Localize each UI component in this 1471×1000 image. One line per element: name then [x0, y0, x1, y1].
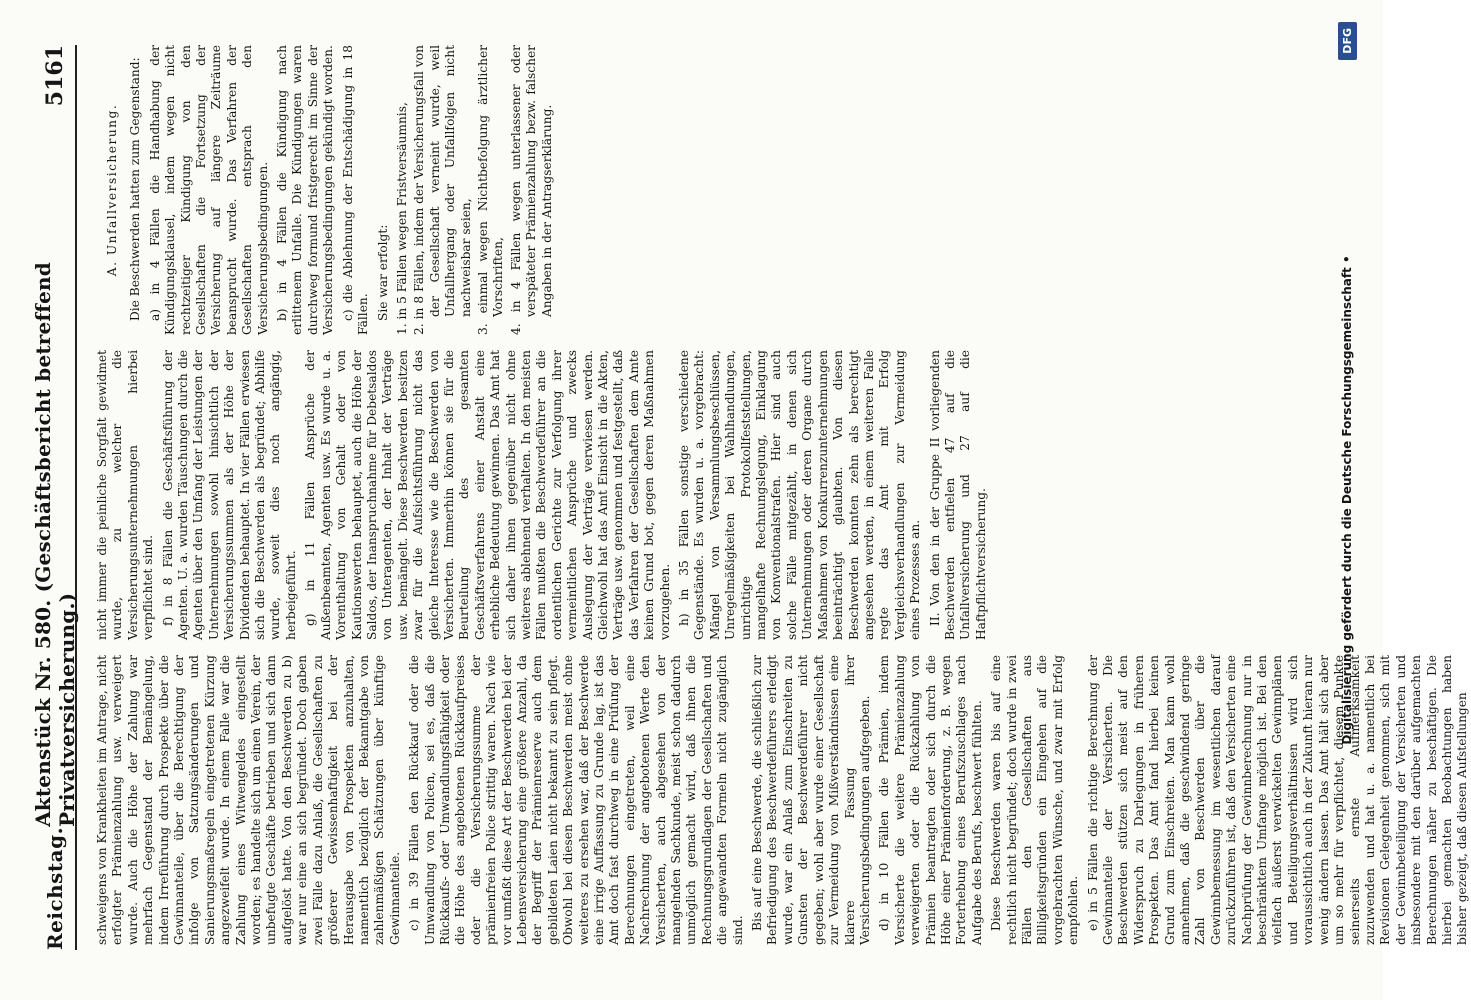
dfg-logo: DFG — [1338, 22, 1357, 60]
paragraph: e) in 5 Fällen die richtige Berechnung der Gewinnanteile der Versicherten. Die Beschwerden stützen sich meist auf den Widerspruch zu Darlegungen in früheren Prospekten. Das Amt fand hierbei keinen Grund zum Einschreiten. Man kann wohl annehmen, daß die geschwindend geringe Zahl von Beschwerden über die Gewinnbemessung im wesentlichen darauf zurückzuführen ist, daß den Versicherten eine Nachprüfung der Gewinnberechnung nur in beschränktem Umfange möglich ist. Bei den vielfach äußerst verwickelten Gewinnplänen und Beteiligungsverhältnissen wird sich voraussichtlich auch in der Zukunft hieran nur wenig ändern lassen. Das Amt hält sich aber um so mehr für verpflichtet, diesem Punkte seinerseits ernste Aufmerksamkeit zuzuwenden und hat u. a. namentlich bei Revisionen Gelegenheit genommen, sich mit der Gewinnbeteiligung der Versicherten und insbesondere mit den darüber aufgemachten Berechnungen näher zu beschäftigen. Die hierbei gemachten Beobachtungen haben bisher gezeigt, daß diesen Aufstellungen — [1085, 655, 1470, 945]
paragraph: h) in 35 Fällen sonstige verschiedene Gegenstände. Es wurden u. a. vorgebracht: Mängel von Versammlungsbeschlüssen, Unregelmäßigkeiten bei Wahlhandlungen, unrichtige Protokollfeststellungen, mangelhafte Rechnungslegung, Einklagung von Konventionalstrafen. Hier sind auch solche Fälle mitgezählt, in denen sich Unternehmungen oder deren Organe durch Maßnahmen von Konkurrenzunternehmungen beeinträchtigt glaubten. Von diesen Beschwerden konnten zehn als berechtigt angesehen werden, in einem weiteren Falle regte das Amt mit Erfolg Vergleichsverhandlungen zur Vermeidung eines Prozesses an. — [677, 350, 923, 640]
digitization-text: Digitalisierung gefördert durch die Deutsche Forschungsgemeinschaft — [1340, 267, 1354, 745]
list-item: 2. in 8 Fällen, indem der Versicherungsfall von der Gesellschaft verneint wurde, weil Unfallhergang oder Unfallfolgen nicht nachweisbar seien, — [412, 45, 473, 335]
text-column-2 — [95, 350, 1310, 640]
paragraph: Die Beschwerden hatten zum Gegenstand: — [128, 57, 143, 321]
list-item: 4. in 4 Fällen wegen unterlassener oder verspäteter Prämienzahlung bezw. falscher Angaben in der Antragserklärung. — [508, 45, 554, 335]
paragraph: g) in 11 Fällen Ansprüche der Außenbeamten, Agenten usw. Es wurde u. a. Vorenthaltung von Gehalt oder von Kautionswerten behauptet, auch die Höhe der Saldos, der Inanspruchnahme für Debetsaldos von Unteragenten, der Inhalt der Verträge usw. bemängelt. Diese Beschwerden besitzen zwar für die Aufsichtsführung nicht das gleiche Interesse wie die Beschwerden von Versicherten. Immerhin können sie für die Beurteilung des gesamten Geschäftsverfahrens einer Anstalt eine erhebliche Bedeutung gewinnen. Das Amt hat sich daher ihnen gegenüber nicht ohne weiteres ablehnend verhalten. In den meisten Fällen mußten die Beschwerdeführer an die ordentlichen Gerichte zur Verfolgung ihrer vermeintlichen Ansprüche und zwecks Auslegung der Verträge verwiesen werden. Gleichwohl hat das Amt Einsicht in die Akten, Verträge usw. genommen und festgestellt, daß das Verfahren der Gesellschaften dem Amte keinen Grund bot, gegen deren Maßnahmen vorzugehen. — [303, 350, 672, 640]
paragraph: II. Von den in der Gruppe II vorliegenden Beschwerden entfielen 47 auf die Unfallversicherung und 27 auf die Haftpflichtversicherung. — [927, 350, 988, 640]
section-heading: A. Unfallversicherung. — [105, 103, 119, 277]
paragraph: Sie war erfolgt: — [375, 224, 390, 321]
list-item: 1. in 5 Fällen wegen Fristversäumnis, — [394, 102, 409, 335]
paragraph: nicht immer die peinliche Sorgfalt gewidmet wurde, zu welcher die Versicherungsunternehmungen hierbei verpflichtet sind. — [95, 350, 156, 640]
page-number: 5161 — [42, 45, 68, 107]
text-column-1 — [95, 655, 1470, 945]
reasons-list — [395, 45, 555, 335]
header-reichstag: Reichstag. — [43, 826, 67, 950]
header-document-number: Aktenstück Nr. 580. — [31, 599, 55, 827]
paragraph: f) in 8 Fällen die Geschäftsführung der Agenten. U. a. wurden Täuschungen durch die Agenten über den Umfang der Leistungen der Unternehmungen sowohl hinsichtlich der Versicherungssummen als der Höhe der Dividenden behauptet. In vier Fällen erwiesen sich die Beschwerden als begründet; Abhilfe wurde, soweit dies noch angängig, herbeigeführt. — [160, 350, 298, 640]
digitization-note — [1340, 70, 1354, 930]
paragraph: d) in 10 Fällen die Prämien, indem Versicherte die weitere Prämienzahlung verweigerten oder die Rückzahlung von Prämien beantragten oder sich durch die Höhe einer Prämienforderung, z. B. wegen Forterhebung eines Berufszuschlages nach Aufgabe des Berufs, beschwert fühlten. — [877, 655, 984, 945]
paragraph: c) in 39 Fällen den Rückkauf oder die Umwandlung von Policen, sei es, daß die Rückkaufs- oder Umwandlungsfähigkeit oder die Höhe des angebotenen Rückkaufpreises oder die Versicherungssumme der prämienfreien Police strittig waren. Nach wie vor umfaßt diese Art der Beschwerden bei der Lebensversicherung eine größere Anzahl, da der Begriff der Prämienreserve auch dem gebildeten Laien nicht bekannt zu sein pflegt. Obwohl bei diesen Beschwerden meist ohne weiteres zu ersehen war, daß der Beschwerde eine irrige Auffassung zu Grunde lag, ist das Amt doch fast durchweg in eine Prüfung der Berechnungen eingetreten, weil eine Nachrechnung der angebotenen Werte den Versicherten, auch abgesehen von der mangelnden Sachkunde, meist schon dadurch unmöglich gemacht wird, daß ihnen die Rechnungsgrundlagen der Gesellschaften und die angewandten Formeln nicht zugänglich sind. — [407, 655, 745, 945]
paragraph: a) in 4 Fällen die Handhabung der Kündigungsklausel, indem wegen nicht rechtzeitiger Kündigung von den Gesellschaften die Fortsetzung der Versicherung auf längere Zeiträume beansprucht wurde. Das Verfahren der Gesellschaften entsprach den Versicherungsbedingungen. — [147, 45, 270, 335]
text-column-3 — [95, 45, 1310, 335]
list-item: 3. einmal wegen Nichtbefolgung ärztlicher Vorschriften, — [475, 45, 506, 335]
paragraph: schweigens von Krankheiten im Antrage, nicht erfolgter Prämienzahlung usw. verweigert wurde. Auch die Höhe der Zahlung war mehrfach Gegenstand der Bemängelung, indem Irreführung durch Prospekte über die Gewinnanteile, über die Berechtigung der infolge von Satzungsänderungen und Sanierungsmaßregeln eingetretenen Kürzung angezweifelt wurde. In einem Falle war die Zahlung eines Witwengeldes eingestellt worden; es handelte sich um einen Verein, der unbefugte Geschäfte betrieben und sich dann aufgelöst hatte. Von den Beschwerden zu b) war nur eine an sich begründet. Doch gaben zwei Fälle dazu Anlaß, die Gesellschaften zu größerer Gewissenhaftigkeit bei der Herausgabe von Prospekten anzuhalten, namentlich bezüglich der Bekanntgabe von zahlenmäßigen Schätzungen über künftige Gewinnanteile. — [95, 655, 402, 945]
page-header — [31, 45, 79, 950]
separator: • — [1340, 255, 1354, 268]
header-document-title — [31, 106, 79, 827]
paragraph: c) die Ablehnung der Entschädigung in 18 Fällen. — [340, 45, 371, 335]
paragraph: Diese Beschwerden waren bis auf eine rechtlich nicht begründet; doch wurde in zwei Fällen den Gesellschaften aus Billigkeitsgründen ein Eingehen auf die vorgebrachten Wünsche, und zwar mit Erfolg empfohlen. — [989, 655, 1081, 945]
paragraph: Bis auf eine Beschwerde, die schließlich zur Befriedigung des Beschwerdeführers erledigt wurde, war ein Anlaß zum Einschreiten zu Gunsten der Beschwerdeführer nicht gegeben; wohl aber wurde einer Gesellschaft zur Vermeidung von Mißverständnissen eine klarere Fassung ihrer Versicherungsbedingungen aufgegeben. — [750, 655, 872, 945]
header-subject: (Geschäftsbericht betreffend Privatversicherung.) — [31, 262, 79, 827]
paragraph: b) in 4 Fällen die Kündigung nach erlittenem Unfalle. Die Kündigungen waren durchweg formund fristgerecht im Sinne der Versicherungsbedingungen gekündigt worden. — [275, 45, 336, 335]
